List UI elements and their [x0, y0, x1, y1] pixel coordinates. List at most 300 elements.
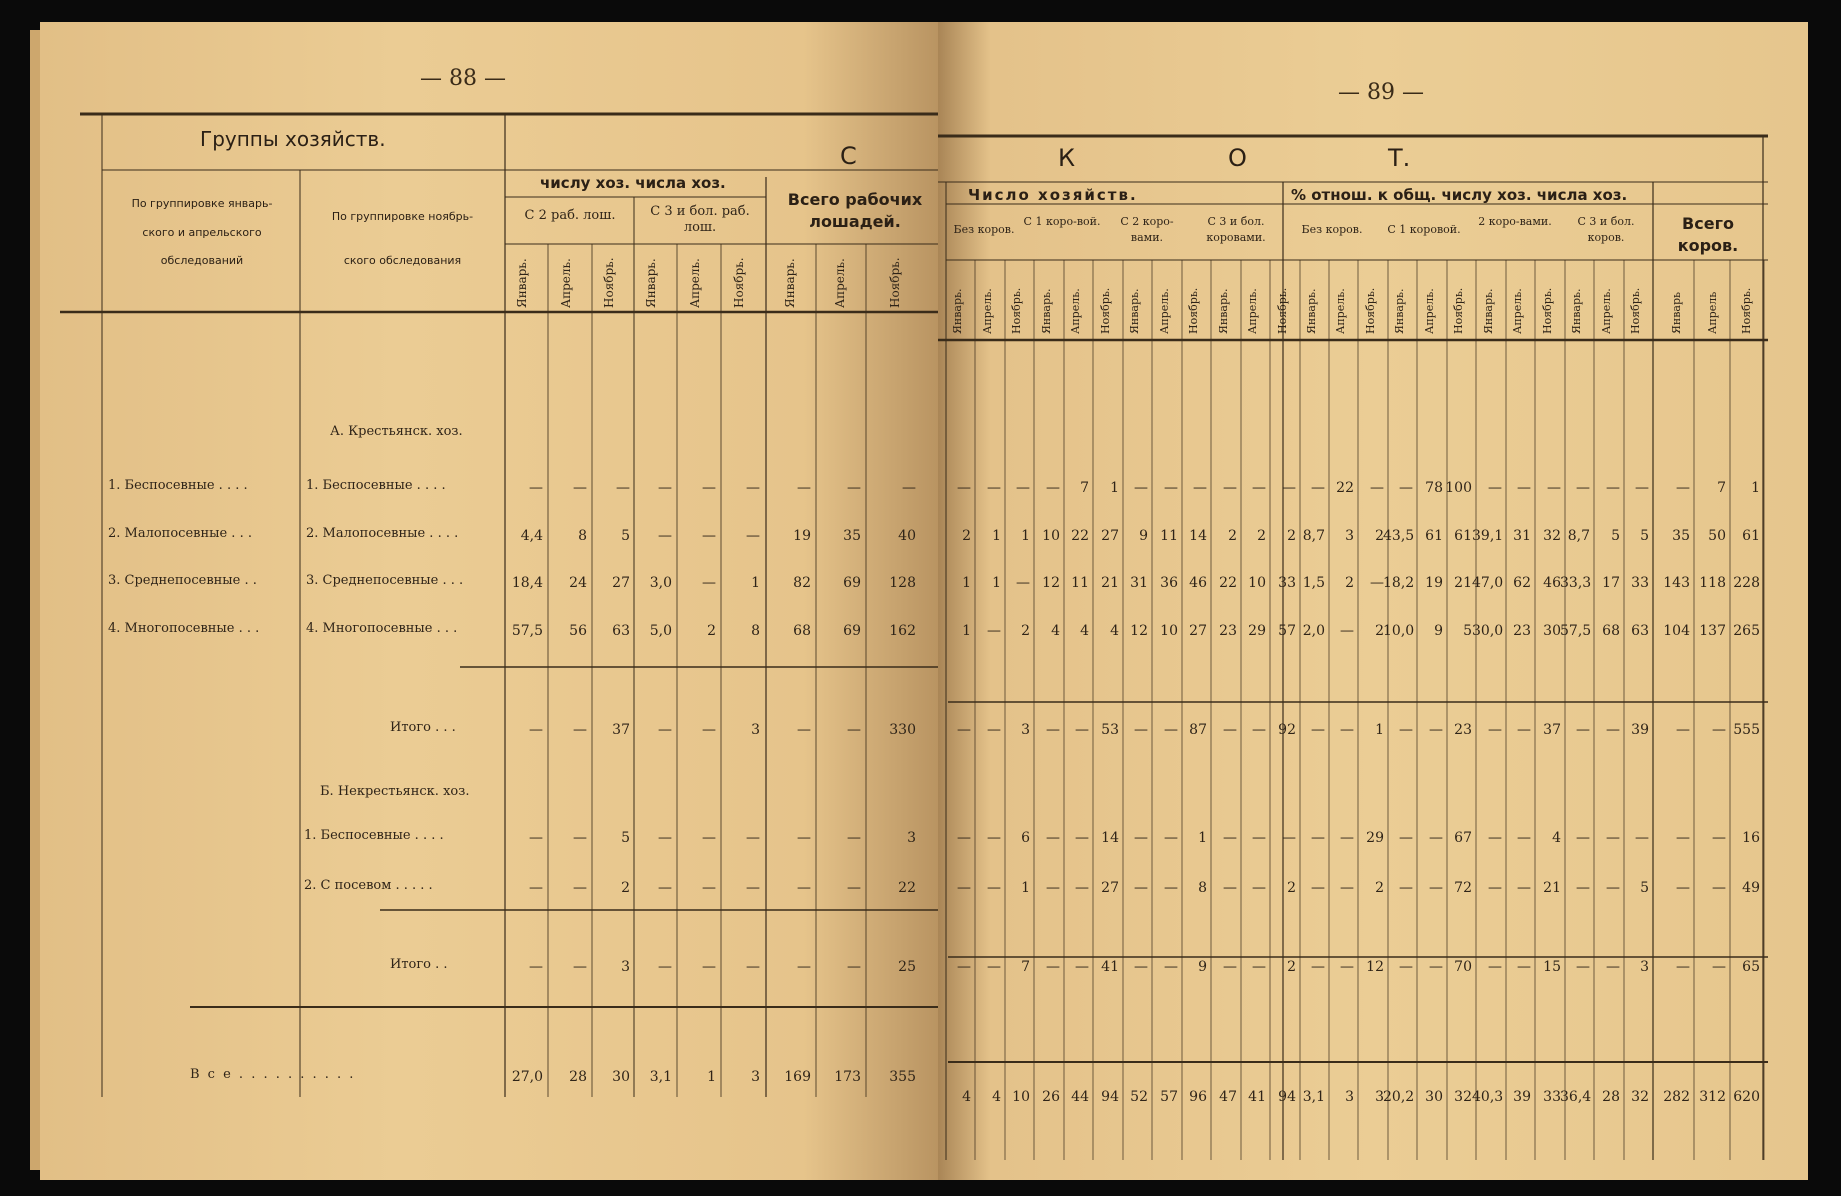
row-group-nov: 3. Среднепосевные . . . [306, 573, 464, 588]
total-horses-header-line2: лошадей. [809, 212, 901, 231]
row-group-nov-b: 2. С посевом . . . . . [304, 878, 433, 893]
right-b-cell: — [1676, 830, 1690, 846]
right-b-cell: 1 [1021, 880, 1030, 896]
left-cell: 68 [793, 623, 811, 639]
month-header: Апрель. [833, 258, 847, 308]
left-cell: — [902, 480, 916, 496]
month-header: Январь. [1305, 288, 1318, 334]
month-header: Ноябрь. [1740, 287, 1753, 334]
page-number-88: — 88 — [420, 66, 506, 91]
total-left-cell: 27,0 [511, 1069, 543, 1085]
right-b-cell: — [1223, 830, 1237, 846]
right-cell: 5 [1640, 528, 1649, 544]
left-b-cell: — [529, 830, 543, 846]
right-b-cell: — [1576, 830, 1590, 846]
left-b-cell: — [797, 830, 811, 846]
total-right-cell: 312 [1699, 1089, 1726, 1105]
right-cell: 12 [1130, 623, 1148, 639]
right-cell: 27 [1189, 623, 1207, 639]
month-header: Январь. [1482, 288, 1495, 334]
left-cell: — [658, 480, 672, 496]
right-cell: 68 [1602, 623, 1620, 639]
total-right-cell: 94 [1278, 1089, 1296, 1105]
itogo-a-label: Итого . . . [390, 720, 456, 735]
right-cell: 1 [1751, 480, 1760, 496]
left-cell: 63 [612, 623, 630, 639]
right-cell: 7 [1080, 480, 1089, 496]
right-cell: 10 [1160, 623, 1178, 639]
right-cell: 27 [1101, 528, 1119, 544]
right-b-cell: — [1134, 880, 1148, 896]
left-cell: — [746, 480, 760, 496]
col1-header-line3: обследований [160, 254, 244, 267]
col1-header-line2: ского и апрельского [142, 226, 262, 239]
right-cell: 12 [1042, 575, 1060, 591]
total-cows-header-line1: Всего [1682, 214, 1734, 233]
month-header: Январь. [1040, 288, 1053, 334]
right-cell: 1 [1021, 528, 1030, 544]
itogo-b-right-cell: — [1164, 959, 1178, 975]
right-b-cell: 29 [1366, 830, 1384, 846]
right-b-cell: — [1712, 880, 1726, 896]
month-header: Апрель [1706, 291, 1719, 334]
right-b-cell: — [957, 880, 971, 896]
itogo-a-right-cell: — [1712, 722, 1726, 738]
row-group-jan-apr: 2. Малопосевные . . . [108, 526, 252, 541]
skot-letter-o: О [1228, 144, 1247, 172]
col2-header-line1: По группировке ноябрь- [331, 210, 474, 223]
left-cell: — [529, 480, 543, 496]
total-right-cell: 3 [1345, 1089, 1354, 1105]
itogo-a-left-cell: — [573, 722, 587, 738]
itogo-b-right-cell: — [987, 959, 1001, 975]
right-cell: 14 [1189, 528, 1207, 544]
right-b-cell: 1 [1198, 830, 1207, 846]
itogo-a-left-cell: — [702, 722, 716, 738]
left-cell: 40 [898, 528, 916, 544]
itogo-a-left-cell: — [847, 722, 861, 738]
total-right-cell: 57 [1160, 1089, 1178, 1105]
right-cell: 31 [1130, 575, 1148, 591]
total-right-cell: 39 [1513, 1089, 1531, 1105]
right-cell: 265 [1733, 623, 1760, 639]
total-right-cell: 96 [1189, 1089, 1207, 1105]
itogo-a-right-cell: — [1311, 722, 1325, 738]
month-header: Январь. [1570, 288, 1583, 334]
right-b-cell: — [1340, 880, 1354, 896]
right-cell: 1 [962, 575, 971, 591]
itogo-b-right-cell: 70 [1454, 959, 1472, 975]
row-group-nov: 2. Малопосевные . . . . [306, 526, 459, 541]
itogo-a-right-cell: — [1252, 722, 1266, 738]
right-cell: — [1252, 480, 1266, 496]
right-cell: 46 [1543, 575, 1561, 591]
itogo-b-right-cell: — [1252, 959, 1266, 975]
pct-one-cow-header: С 1 коровой. [1387, 223, 1461, 236]
right-cell: 4 [1110, 623, 1119, 639]
num-households-header: Число хозяйств. [968, 186, 1138, 204]
right-cell: 18,2 [1383, 575, 1415, 591]
right-b-cell: — [1429, 880, 1443, 896]
itogo-a-right-cell: 53 [1101, 722, 1119, 738]
total-right-cell: 94 [1101, 1089, 1119, 1105]
right-cell: 29 [1248, 623, 1266, 639]
month-header: Апрель. [1158, 288, 1171, 334]
section-b-label: Б. Некрестьянск. хоз. [320, 784, 470, 799]
right-b-cell: — [1252, 880, 1266, 896]
right-cell: 2 [962, 528, 971, 544]
left-cell: 3,0 [649, 575, 672, 591]
right-cell: 61 [1454, 528, 1472, 544]
total-left-cell: 3,1 [649, 1069, 672, 1085]
itogo-a-right-cell: — [1340, 722, 1354, 738]
right-cell: — [1311, 480, 1325, 496]
right-cell: 10 [1248, 575, 1266, 591]
left-cell: 24 [569, 575, 587, 591]
left-cell: 57,5 [511, 623, 543, 639]
right-cell: — [1134, 480, 1148, 496]
total-label: В с е . . . . . . . . . . [190, 1067, 356, 1082]
three-cows-header: С 3 и бол. коровами. [1206, 215, 1266, 244]
right-b-cell: 2 [1287, 880, 1296, 896]
left-cell: 162 [889, 623, 916, 639]
right-b-cell: — [1311, 830, 1325, 846]
right-cell: 23 [1513, 623, 1531, 639]
total-right-cell: 44 [1071, 1089, 1089, 1105]
right-cell: 2 [1375, 528, 1384, 544]
itogo-a-left-cell: 3 [751, 722, 760, 738]
right-b-cell: — [1134, 830, 1148, 846]
month-header: Апрель. [1069, 288, 1082, 334]
itogo-b-right-cell: — [1429, 959, 1443, 975]
right-cell: 2 [1257, 528, 1266, 544]
itogo-b-left-cell: — [573, 959, 587, 975]
itogo-b-right-cell: — [1399, 959, 1413, 975]
itogo-a-right-cell: 3 [1021, 722, 1030, 738]
left-cell: — [797, 480, 811, 496]
pct-header: % отнош. к общ. числу хоз. числа хоз. [1291, 186, 1628, 204]
itogo-b-right-cell: 41 [1101, 959, 1119, 975]
right-cell: 63 [1631, 623, 1649, 639]
itogo-b-left-cell: — [797, 959, 811, 975]
itogo-a-right-cell: 23 [1454, 722, 1472, 738]
left-b-cell: — [746, 880, 760, 896]
total-left-cell: 355 [889, 1069, 916, 1085]
right-b-cell: — [1311, 880, 1325, 896]
itogo-b-right-cell: — [1223, 959, 1237, 975]
right-cell: — [1370, 575, 1384, 591]
right-b-cell: — [1635, 830, 1649, 846]
month-header: Апрель. [688, 258, 702, 308]
left-cell: 82 [793, 575, 811, 591]
itogo-b-right-cell: — [1075, 959, 1089, 975]
with-2-horses-header: С 2 раб. лош. [524, 208, 616, 223]
left-cell: 2 [707, 623, 716, 639]
skot-letter-k: К [1058, 144, 1076, 172]
total-left-cell: 3 [751, 1069, 760, 1085]
itogo-a-right-cell: — [1164, 722, 1178, 738]
right-cell: — [1399, 480, 1413, 496]
right-cell: — [1576, 480, 1590, 496]
right-b-cell: 6 [1021, 830, 1030, 846]
right-cell: — [987, 480, 1001, 496]
left-b-cell: — [847, 830, 861, 846]
month-header: Январь. [1128, 288, 1141, 334]
right-cell: 9 [1139, 528, 1148, 544]
itogo-a-right-cell: — [957, 722, 971, 738]
right-cell: 100 [1445, 480, 1472, 496]
pct-no-cows-header: Без коров. [1301, 223, 1363, 236]
right-cell: 22 [1219, 575, 1237, 591]
left-b-cell: — [746, 830, 760, 846]
with-3-horses-header: С 3 и бол. раб. лош. [650, 204, 750, 235]
total-right-cell: 26 [1042, 1089, 1060, 1105]
month-header: Ноябрь. [888, 257, 902, 308]
right-cell: — [1676, 480, 1690, 496]
left-b-cell: 3 [907, 830, 916, 846]
right-b-cell: — [1340, 830, 1354, 846]
right-cell: 22 [1336, 480, 1354, 496]
left-cell: 1 [751, 575, 760, 591]
month-header: Январь. [644, 258, 658, 308]
right-cell: 8,7 [1302, 528, 1325, 544]
itogo-a-right-cell: — [1606, 722, 1620, 738]
right-cell: 7 [1717, 480, 1726, 496]
no-cows-header: Без коров. [953, 223, 1015, 236]
total-right-cell: 28 [1602, 1089, 1620, 1105]
row-group-nov-b: 1. Беспосевные . . . . [304, 828, 444, 843]
left-b-cell: — [702, 830, 716, 846]
itogo-a-right-cell: 92 [1278, 722, 1296, 738]
total-right-cell: 32 [1454, 1089, 1472, 1105]
itogo-b-right-cell: 2 [1287, 959, 1296, 975]
right-cell: 21 [1454, 575, 1472, 591]
left-cell: — [746, 528, 760, 544]
right-cell: — [1193, 480, 1207, 496]
itogo-a-right-cell: — [1046, 722, 1060, 738]
left-cell: — [658, 528, 672, 544]
left-b-cell: 2 [621, 880, 630, 896]
right-cell: 2 [1375, 623, 1384, 639]
right-cell: 35 [1672, 528, 1690, 544]
itogo-a-right-cell: — [1134, 722, 1148, 738]
right-b-cell: 16 [1742, 830, 1760, 846]
right-cell: 46 [1189, 575, 1207, 591]
itogo-b-left-cell: — [702, 959, 716, 975]
total-right-cell: 32 [1631, 1089, 1649, 1105]
right-cell: 1 [962, 623, 971, 639]
right-cell: — [1016, 575, 1030, 591]
itogo-b-left-cell: 25 [898, 959, 916, 975]
total-right-cell: 52 [1130, 1089, 1148, 1105]
right-cell: 33 [1278, 575, 1296, 591]
right-cell: — [1046, 480, 1060, 496]
total-left-cell: 28 [569, 1069, 587, 1085]
right-cell: 33 [1631, 575, 1649, 591]
itogo-b-right-cell: — [1712, 959, 1726, 975]
total-right-cell: 4 [992, 1089, 1001, 1105]
itogo-a-right-cell: — [1576, 722, 1590, 738]
itogo-a-right-cell: — [1399, 722, 1413, 738]
right-cell: 137 [1699, 623, 1726, 639]
itogo-a-left-cell: 37 [612, 722, 630, 738]
right-cell: 19 [1425, 575, 1443, 591]
itogo-b-right-cell: — [1488, 959, 1502, 975]
total-right-cell: 3 [1375, 1089, 1384, 1105]
left-b-cell: — [658, 830, 672, 846]
row-group-nov: 1. Беспосевные . . . . [306, 478, 446, 493]
right-cell: 62 [1513, 575, 1531, 591]
itogo-b-right-cell: — [1606, 959, 1620, 975]
right-cell: 32 [1543, 528, 1561, 544]
right-cell: 61 [1742, 528, 1760, 544]
left-top-header: числу хоз. числа хоз. [540, 174, 726, 192]
month-header: Апрель. [1511, 288, 1524, 334]
right-b-cell: 5 [1640, 880, 1649, 896]
itogo-a-right-cell: — [1429, 722, 1443, 738]
itogo-b-right-cell: — [1046, 959, 1060, 975]
total-left-cell: 1 [707, 1069, 716, 1085]
month-header: Ноябрь. [1010, 287, 1023, 334]
left-cell: 35 [843, 528, 861, 544]
right-cell: 1,5 [1302, 575, 1325, 591]
itogo-a-right-cell: 37 [1543, 722, 1561, 738]
left-cell: 128 [889, 575, 916, 591]
itogo-a-right-cell: — [1517, 722, 1531, 738]
right-cell: — [1340, 623, 1354, 639]
right-cell: 36 [1160, 575, 1178, 591]
month-header: Январь. [1393, 288, 1406, 334]
total-right-cell: 620 [1733, 1089, 1760, 1105]
left-cell: 69 [843, 575, 861, 591]
left-b-cell: — [702, 880, 716, 896]
right-cell: 1 [992, 575, 1001, 591]
right-b-cell: 67 [1454, 830, 1472, 846]
right-cell: 17 [1602, 575, 1620, 591]
right-cell: — [1016, 480, 1030, 496]
right-cell: 21 [1101, 575, 1119, 591]
left-cell: — [573, 480, 587, 496]
itogo-b-right-cell: 9 [1198, 959, 1207, 975]
left-cell: 4,4 [520, 528, 543, 544]
right-b-cell: — [1164, 830, 1178, 846]
left-cell: — [702, 575, 716, 591]
page-number-89: — 89 — [1338, 80, 1424, 105]
total-right-cell: 47 [1219, 1089, 1237, 1105]
month-header: Апрель. [1334, 288, 1347, 334]
itogo-a-left-cell: 330 [889, 722, 916, 738]
col1-header-line1: По группировке январь- [131, 197, 273, 210]
right-b-cell: — [1606, 830, 1620, 846]
total-right-cell: 4 [962, 1089, 971, 1105]
right-cell: 2 [1345, 575, 1354, 591]
right-b-cell: — [1429, 830, 1443, 846]
total-right-cell: 282 [1663, 1089, 1690, 1105]
month-header: Январь. [1217, 288, 1230, 334]
skot-letter-t: Т. [1388, 144, 1411, 172]
right-b-cell: — [957, 830, 971, 846]
right-b-cell: — [1223, 880, 1237, 896]
left-cell: 5,0 [649, 623, 672, 639]
right-cell: — [1370, 480, 1384, 496]
right-cell: 43,5 [1383, 528, 1415, 544]
right-cell: — [1164, 480, 1178, 496]
right-cell: 104 [1663, 623, 1690, 639]
right-cell: 10 [1042, 528, 1060, 544]
month-header: Ноябрь. [1187, 287, 1200, 334]
right-cell: 2 [1021, 623, 1030, 639]
right-cell: — [1223, 480, 1237, 496]
right-cell: — [1606, 480, 1620, 496]
itogo-a-right-cell: — [1488, 722, 1502, 738]
left-cell: 56 [569, 623, 587, 639]
right-b-cell: — [1676, 880, 1690, 896]
itogo-a-right-cell: 555 [1733, 722, 1760, 738]
month-header: Апрель. [1246, 288, 1259, 334]
right-b-cell: — [1606, 880, 1620, 896]
row-group-jan-apr: 3. Среднепосевные . . [108, 573, 257, 588]
right-cell: 11 [1160, 528, 1178, 544]
itogo-b-right-cell: — [1576, 959, 1590, 975]
right-cell: 143 [1663, 575, 1690, 591]
right-cell: — [1517, 480, 1531, 496]
itogo-b-left-cell: 3 [621, 959, 630, 975]
one-cow-header: С 1 коро-вой. [1023, 215, 1101, 228]
right-cell: 118 [1699, 575, 1726, 591]
itogo-a-right-cell: — [1676, 722, 1690, 738]
right-b-cell: — [1488, 830, 1502, 846]
total-right-cell: 3,1 [1302, 1089, 1325, 1105]
total-right-cell: 10 [1012, 1089, 1030, 1105]
pct-two-cows-header: 2 коро-вами. [1478, 215, 1552, 228]
left-b-cell: — [529, 880, 543, 896]
right-cell: — [957, 480, 971, 496]
right-cell: — [1488, 480, 1502, 496]
right-cell: 4 [1051, 623, 1060, 639]
right-cell: 57 [1278, 623, 1296, 639]
right-cell: 228 [1733, 575, 1760, 591]
itogo-b-left-cell: — [746, 959, 760, 975]
total-left-cell: 169 [784, 1069, 811, 1085]
total-right-cell: 33 [1543, 1089, 1561, 1105]
right-cell: 2,0 [1302, 623, 1325, 639]
right-cell: 2 [1287, 528, 1296, 544]
right-cell: 2 [1228, 528, 1237, 544]
right-b-cell: — [1399, 880, 1413, 896]
total-right-cell: 36,4 [1560, 1089, 1592, 1105]
right-cell: 78 [1425, 480, 1443, 496]
month-header: Январь. [515, 258, 529, 308]
section-a-label: А. Крестьянск. хоз. [330, 424, 463, 439]
right-cell: 31 [1513, 528, 1531, 544]
itogo-b-right-cell: 15 [1543, 959, 1561, 975]
right-b-cell: 49 [1742, 880, 1760, 896]
itogo-a-right-cell: 87 [1189, 722, 1207, 738]
total-right-cell: 41 [1248, 1089, 1266, 1105]
right-b-cell: — [1517, 880, 1531, 896]
left-cell: 19 [793, 528, 811, 544]
left-b-cell: — [573, 880, 587, 896]
right-b-cell: — [1712, 830, 1726, 846]
itogo-a-right-cell: — [1075, 722, 1089, 738]
itogo-a-right-cell: — [987, 722, 1001, 738]
page-89 [938, 22, 1808, 1180]
row-group-jan-apr: 4. Многопосевные . . . [108, 621, 260, 636]
right-b-cell: — [1399, 830, 1413, 846]
right-cell: — [1635, 480, 1649, 496]
left-b-cell: — [847, 880, 861, 896]
right-b-cell: — [1075, 830, 1089, 846]
